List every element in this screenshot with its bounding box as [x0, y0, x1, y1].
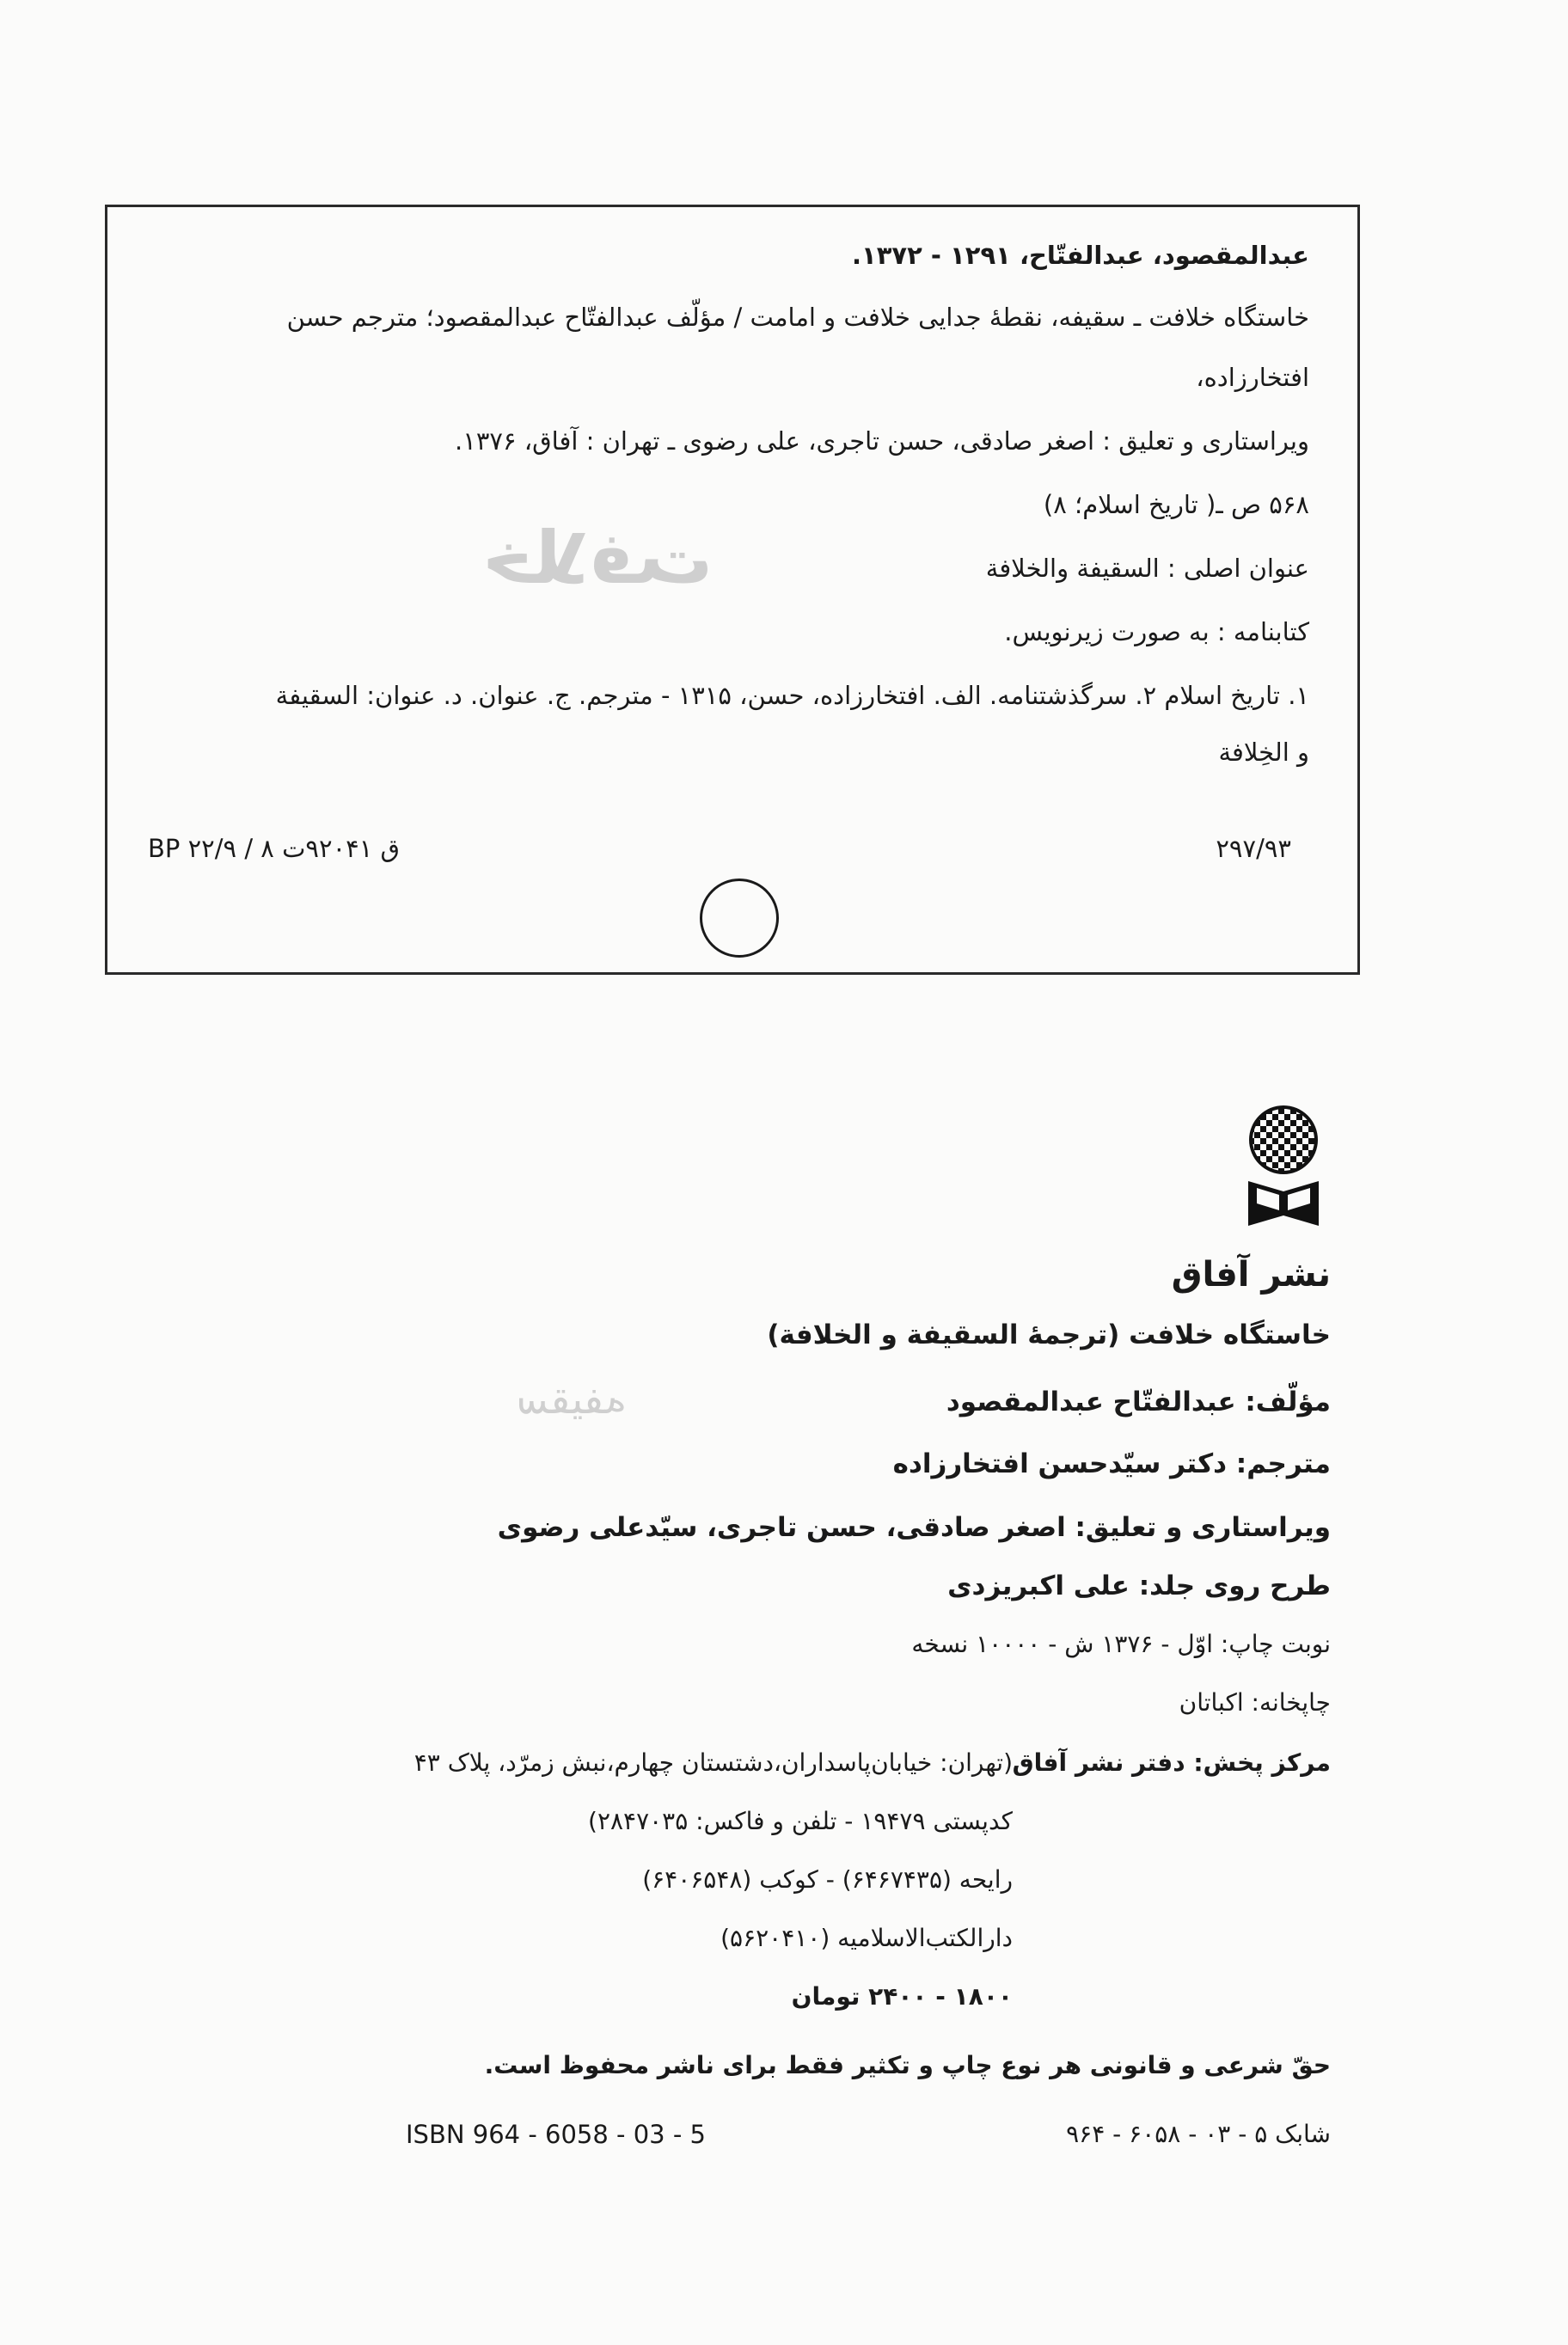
book-price: ۱۸۰۰ - ۲۴۰۰ تومان: [791, 1982, 1013, 2011]
bleed-through-text: ﺳﻘﻴﻔﻪ: [516, 1375, 627, 1424]
copyright-notice: حقّ شرعی و قانونی هر نوع چاپ و تکثیر فقط برای ناشر محفوظ است.: [484, 2051, 1331, 2079]
catalog-subjects: ۱. تاریخ اسلام ۲. سرگذشتنامه. الف. افتخارزاده، حسن، ۱۳۱۵ - مترجم. ج. عنوان. د. عنوان: السقیفة: [275, 681, 1309, 710]
catalog-subjects-cont: و الخِلافة: [1218, 738, 1309, 767]
book-editors: ویراستاری و تعلیق: اصغر صادقی، حسن تاجری، سیّدعلی رضوی: [497, 1512, 1331, 1543]
call-number-dewey: ۲۹۷/۹۳: [1216, 834, 1291, 863]
distribution-center: مرکز پخش: دفتر نشر آفاق: [1012, 1748, 1331, 1777]
catalog-title-line: خاستگاه خلافت ـ سقیفه، نقطهٔ جدایی خلافت و امامت / مؤلّف عبدالفتّاح عبدالمقصود؛ مترجم حسن: [286, 303, 1309, 332]
book-translator: مترجم: دکتر سیّدحسن افتخارزاده: [892, 1448, 1331, 1479]
catalog-bibliography: کتابنامه : به صورت زیرنویس.: [1004, 617, 1309, 646]
distribution-address: (تهران: خیابان‌پاسداران،دشتستان چهارم،نبش زمرّد، پلاک ۴۳: [413, 1748, 1013, 1777]
printing-house: چاپخانه: اکباتان: [1179, 1688, 1331, 1717]
book-author: مؤلّف: عبدالفتّاح عبدالمقصود: [946, 1387, 1331, 1417]
isbn-latin: ISBN 964 - 6058 - 03 - 5: [406, 2120, 706, 2149]
bleed-through-text: ﺧﻼﻓﺖ: [481, 516, 713, 600]
isbn-persian: شابک ۵ - ۰۳ - ۶۰۵۸ - ۹۶۴: [1066, 2120, 1331, 2148]
catalog-title-line-cont: افتخارزاده،: [1196, 363, 1309, 392]
branch-list-item: رایحه (۶۴۶۷۴۳۵) - کوکب (۶۴۰۶۵۴۸): [642, 1865, 1013, 1894]
globe-book-icon: [1236, 1102, 1331, 1231]
branch-list-item: دارالکتب‌الاسلامیه (۵۶۲۰۴۱۰): [720, 1924, 1013, 1952]
call-number-lc: BP ۲۲/۹ / ۸ ق ۹۲۰۴۱ت: [148, 834, 401, 863]
publisher-name: نشر آفاق: [1171, 1255, 1331, 1295]
cover-designer: طرح روی جلد: علی اکبریزدی: [947, 1570, 1331, 1601]
book-title: خاستگاه خلافت (ترجمهٔ السقیفة و الخلافة): [767, 1319, 1331, 1350]
card-punch-hole: [700, 879, 779, 958]
postal-code-phone: کدپستی ۱۹۴۷۹ - تلفن و فاکس: ۲۸۴۷۰۳۵): [588, 1807, 1013, 1835]
catalog-original-title: عنوان اصلی : السقیفة والخلافة: [985, 554, 1309, 583]
print-edition: نوبت چاپ: اوّل - ۱۳۷۶ ش - ۱۰۰۰۰ نسخه: [911, 1630, 1331, 1658]
catalog-editing: ویراستاری و تعلیق : اصغر صادقی، حسن تاجری، علی رضوی ـ تهران : آفاق، ۱۳۷۶.: [455, 426, 1309, 456]
catalog-author: عبدالمقصود، عبدالفتّاح، ۱۲۹۱ - ۱۳۷۲.: [851, 241, 1309, 270]
catalog-pages: ۵۶۸ ص ـ( تاریخ اسلام؛ ۸): [1043, 490, 1309, 519]
